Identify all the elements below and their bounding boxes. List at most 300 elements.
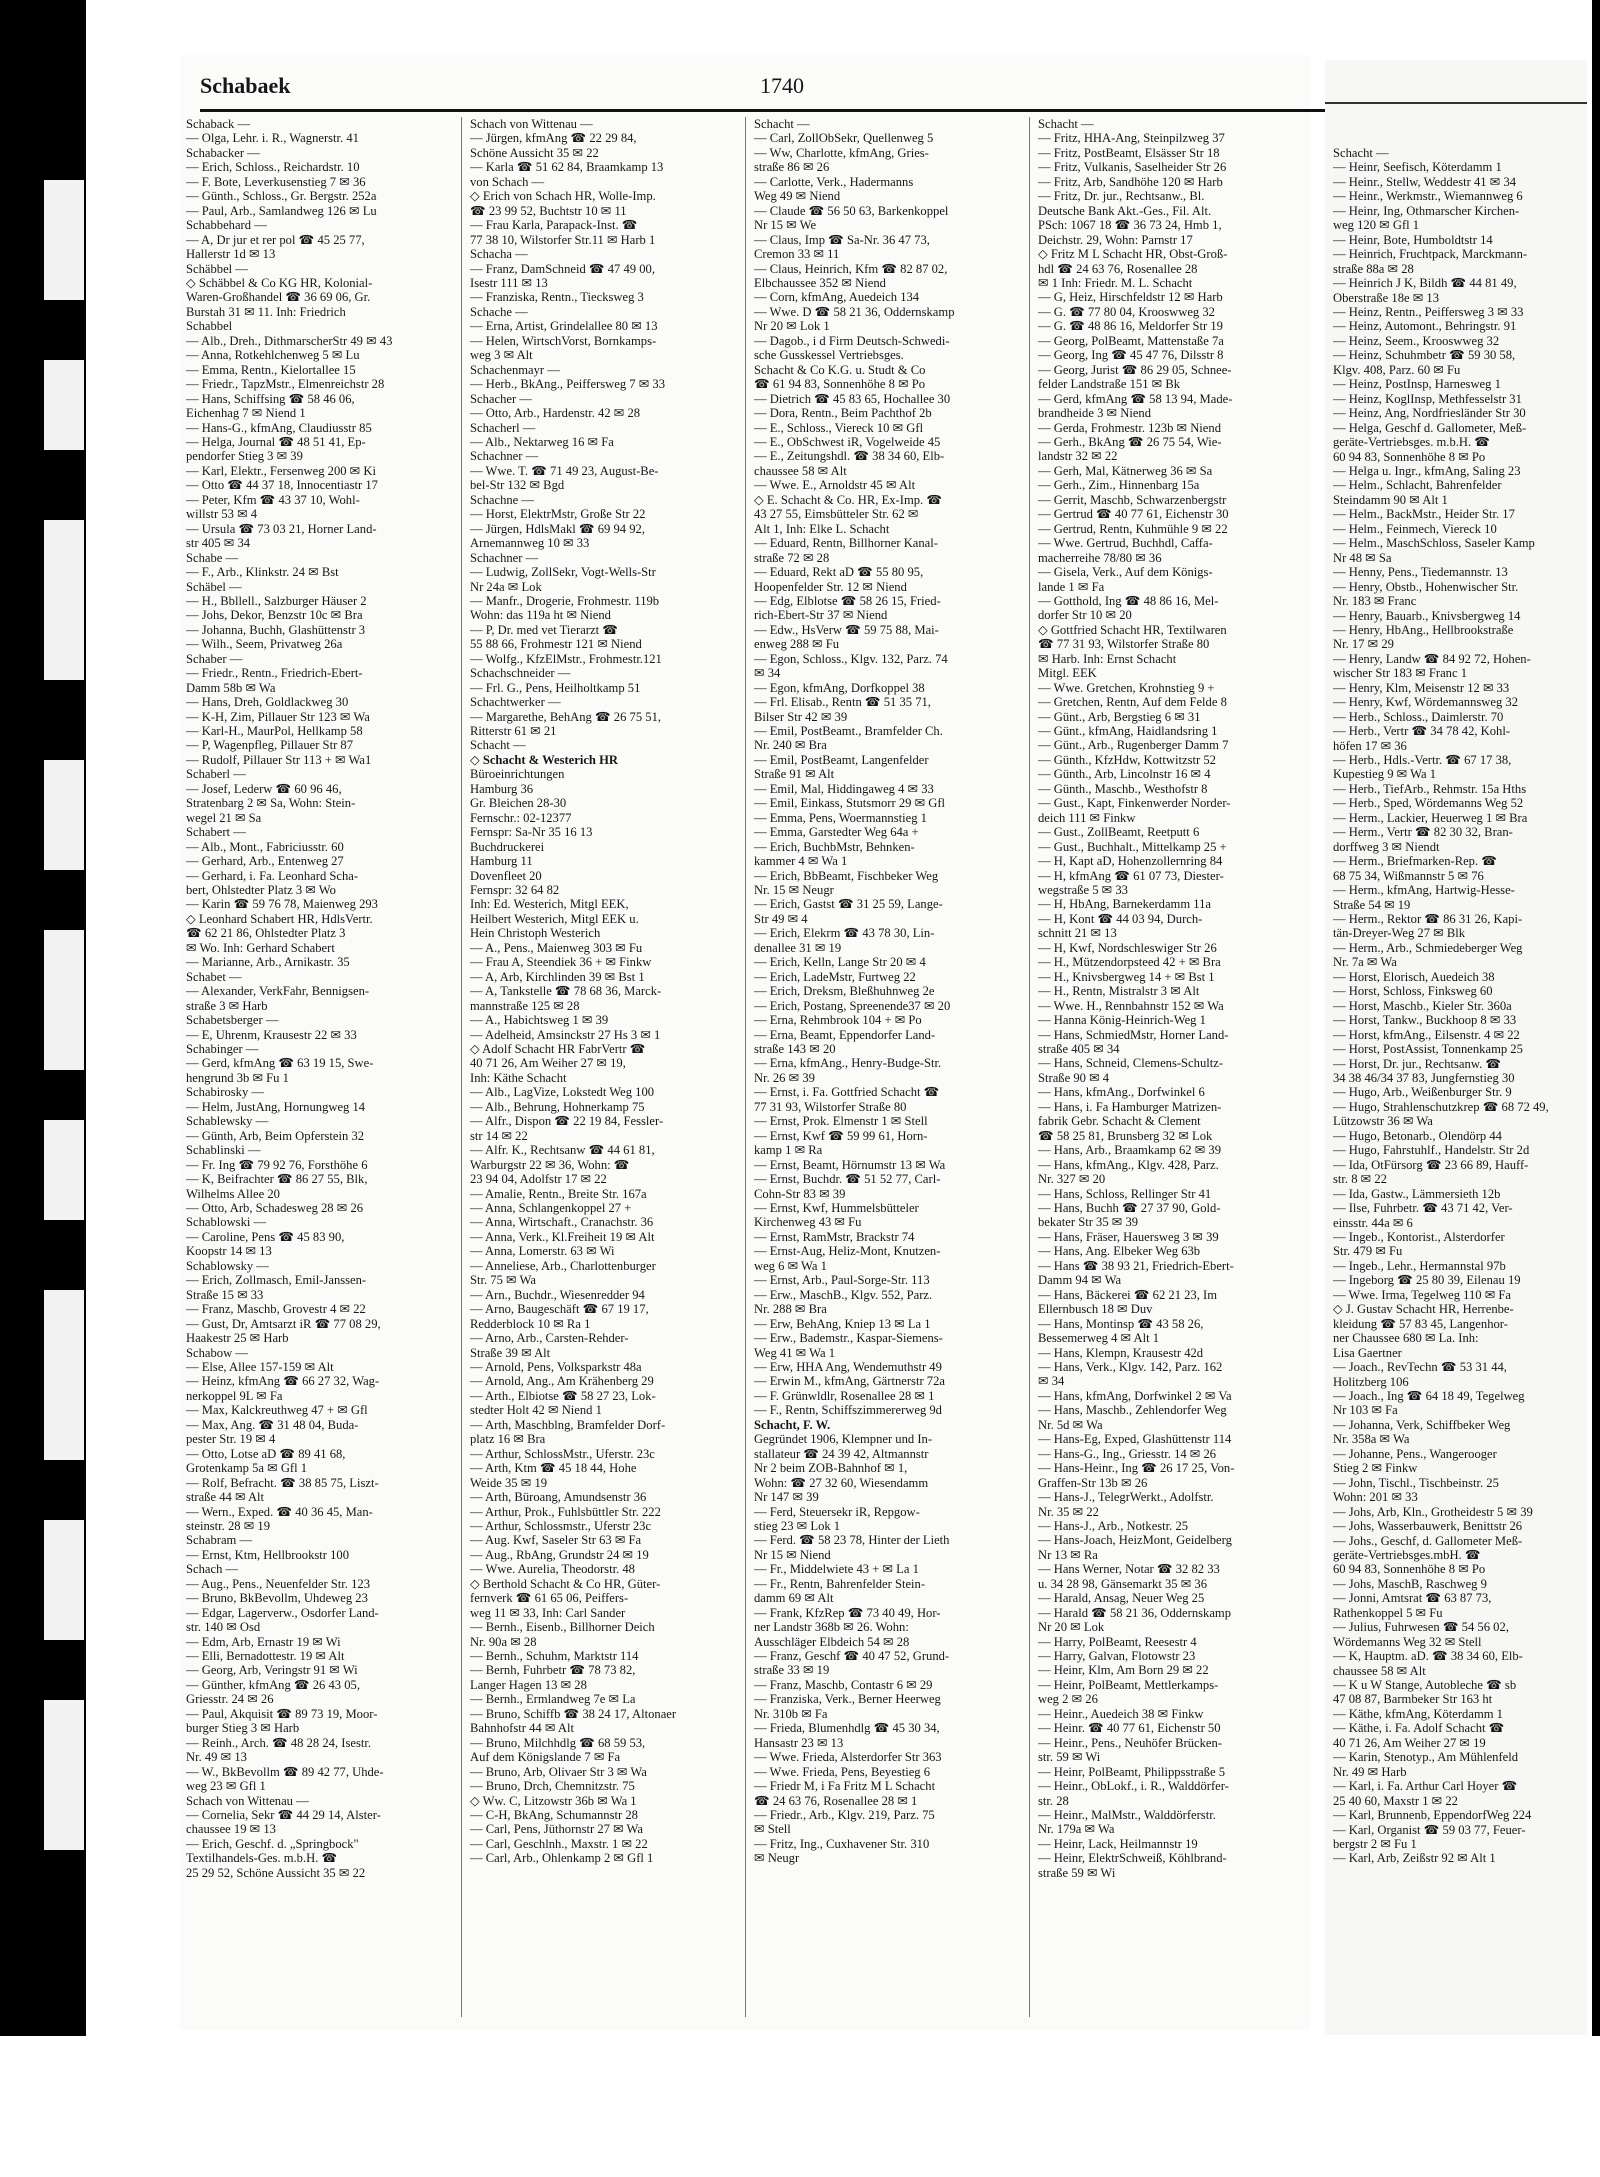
directory-entry-line: — H, kfmAng ☎ 61 07 73, Diester- [1038,868,1224,883]
directory-entry-line: — Hans, Ang. Elbeker Weg 63b [1038,1244,1201,1259]
directory-entry-line: steinstr. 28 ✉ 19 [186,1518,271,1533]
directory-entry-line: Waren-Großhandel ☎ 36 69 06, Gr. [186,290,371,305]
directory-entry-line: pester Str. 19 ✉ 4 [186,1432,276,1447]
directory-entry-line: — Peter, Kfm ☎ 43 37 10, Wohl- [186,492,360,507]
directory-entry-line: Cremon 33 ✉ 11 [754,247,840,262]
directory-entry-line: — Frau A, Steendiek 36 + ✉ Finkw [470,955,652,970]
directory-entry-line: stedter Holt 42 ✉ Niend 1 [470,1403,602,1418]
directory-entry-line: — Anneliese, Arb., Charlottenburger [470,1258,656,1273]
directory-entry-line: Isestr 111 ✉ 13 [470,275,548,290]
directory-entry-line: — Carl, Arb., Ohlenkamp 2 ✉ Gfl 1 [470,1851,654,1866]
directory-entry-line: — Ernst-Aug, Heliz-Mont, Knutzen- [754,1244,941,1259]
directory-entry-line: — Wwe. E., Arnoldstr 45 ✉ Alt [754,478,916,493]
page-number: 1740 [760,73,804,98]
directory-entry-line: — Wern., Exped. ☎ 40 36 45, Man- [186,1504,373,1519]
directory-entry-line: 40 71 26, Am Weiher 27 ✉ 19 [1333,1735,1486,1750]
directory-entry-line: — Heinr, Klm, Am Born 29 ✉ 22 [1038,1663,1209,1678]
directory-entry-line: Schacht — [1038,117,1094,131]
directory-entry-line: — K, Hauptm. aD. ☎ 38 34 60, Elb- [1333,1649,1523,1664]
directory-entry-line: stallateur ☎ 24 39 42, Altmannstr [754,1446,929,1461]
directory-entry-line: — Karl-H., MaurPol, Hellkamp 58 [186,724,363,739]
directory-entry-line: Fernspr: 32 64 82 [470,883,560,898]
directory-entry-line: — Ludwig, ZollSekr, Vogt-Wells-Str [470,565,656,580]
directory-entry-line: Elbchaussee 352 ✉ Niend [754,275,886,290]
directory-entry-line: — Alb., Mont., Fabriciusstr. 60 [186,839,344,854]
directory-entry-line: bert, Ohlstedter Platz 3 ✉ Wo [186,883,336,898]
directory-entry-line: — Wwe. Aurelia, Theodorstr. 48 [470,1562,635,1577]
directory-entry-line: — Egon, kfmAng, Dorfkoppel 38 [754,680,925,695]
directory-entry-line: — Franz, Maschb, Grovestr 4 ✉ 22 [186,1302,366,1317]
directory-entry-line: Schäbbel — [186,261,248,276]
directory-entry-line: — Herb., Sped, Wördemanns Weg 52 [1333,796,1524,811]
directory-entry-line: hengrund 3b ✉ Fu 1 [186,1070,289,1085]
directory-entry-line: Straße 90 ✉ 4 [1038,1070,1110,1085]
directory-entry-line: Wilhelms Allee 20 [186,1186,280,1201]
directory-entry-line: — Heinr., Auedeich 38 ✉ Finkw [1038,1706,1204,1721]
directory-entry-line: Hansastr 23 ✉ 13 [754,1735,844,1750]
directory-entry-line: — Heinr, ElektrSchweiß, Köhlbrand- [1038,1851,1227,1866]
directory-entry-line: Schacht & Co K.G. u. Studt & Co [754,362,926,377]
directory-entry-line: — Gust, Dr, Amtsarzt iR ☎ 77 08 29, [186,1316,381,1331]
directory-entry-line: — Ingeb., Kontorist., Alsterdorfer [1333,1229,1505,1244]
directory-entry-line: — Gisela, Verk., Auf dem Königs- [1038,565,1213,580]
directory-entry-line: — Emma, Rentn., Kielortallee 15 [186,362,356,377]
directory-entry-line: — Arno, Arb., Carsten-Rehder- [470,1331,629,1346]
directory-entry-line: — Gerhard, i. Fa. Leonhard Scha- [186,868,359,883]
directory-entry-line: — Gerhard, Arb., Entenweg 27 [186,854,344,869]
directory-entry-line: ner Landstr 368b ✉ 26. Wohn: [754,1620,909,1635]
directory-entry-line: — Frl. Elisab., Rentn ☎ 51 35 71, [754,695,931,710]
directory-entry-line: Str. 75 ✉ Wa [470,1273,536,1288]
directory-entry-line: — Arthur, SchlossMstr., Uferstr. 23c [470,1446,655,1461]
directory-entry-line: Nr 103 ✉ Fa [1333,1403,1398,1418]
directory-entry-line: — Bruno, Arb, Olivaer Str 3 ✉ Wa [470,1764,647,1779]
directory-entry-line: — Jürgen, kfmAng ☎ 22 29 84, [470,131,637,146]
directory-entry-line: — Egon, Schloss., Klgv. 132, Parz. 74 [754,651,948,666]
directory-entry-line: Nr. 358a ✉ Wa [1333,1432,1410,1447]
directory-entry-line: — Erw., Bademstr., Kaspar-Siemens- [754,1331,943,1346]
directory-entry-line: — Arth., Elbiotse ☎ 58 27 23, Lok- [470,1388,656,1403]
directory-entry-line: Straße 39 ✉ Alt [470,1345,551,1360]
directory-entry-line: — Aug., Pens., Neuenfelder Str. 123 [186,1576,370,1591]
directory-entry-line: — Gust., Buchhalt., Mittelkamp 25 + [1038,839,1227,854]
directory-entry-line: — Wwe. T. ☎ 71 49 23, August-Be- [470,463,659,478]
directory-entry-line: Rathenkoppel 5 ✉ Fu [1333,1605,1443,1620]
directory-entry-line: — Heinrich, Fruchtpack, Marckmann- [1333,247,1528,262]
directory-entry-line: Schacherl — [470,420,536,435]
directory-entry-line: straße 33 ✉ 19 [754,1663,830,1678]
directory-entry-line: — Alfr. K., Rechtsanw ☎ 44 61 81, [470,1143,655,1158]
directory-entry-line: ☎ 61 94 83, Sonnenhöhe 8 ✉ Po [754,377,926,392]
directory-entry-line: denallee 31 ✉ 19 [754,940,842,955]
directory-entry-line: Holitzberg 106 [1333,1374,1409,1389]
directory-entry-line: — Joach., RevTechn ☎ 53 31 44, [1333,1360,1507,1375]
directory-entry-line: — Franz, Maschb, Contastr 6 ✉ 29 [754,1677,933,1692]
directory-entry-line: — Ilse, Fuhrbetr. ☎ 43 71 42, Ver- [1333,1201,1513,1216]
directory-entry-line: — Bernh, Fuhrbetr ☎ 78 73 82, [470,1663,636,1678]
directory-entry-line: wegstraße 5 ✉ 33 [1038,883,1128,898]
directory-entry-line: — Reinh., Arch. ☎ 48 28 24, Isestr. [186,1735,371,1750]
directory-entry-line: — Herb., TiefArb., Rehmstr. 15a Hths [1333,781,1527,796]
directory-entry-line: — Fritz, HHA-Ang, Steinpilzweg 37 [1038,131,1225,146]
directory-entry-line: — Hans, Verk., Klgv. 142, Parz. 162 [1038,1359,1223,1374]
directory-entry-line: — Arno, Baugeschäft ☎ 67 19 17, [470,1302,649,1317]
directory-entry-line: — Hans, Maschb., Zehlendorfer Weg [1038,1403,1227,1418]
directory-entry-line: Straße 54 ✉ 19 [1333,897,1411,912]
directory-entry-line: ◇ Erich von Schach HR, Wolle-Imp. [470,189,656,204]
directory-entry-line: — Heinr, Ing, Othmarscher Kirchen- [1333,203,1520,218]
directory-entry-line: Wohn: ☎ 27 32 60, Wiesendamm [754,1475,929,1490]
directory-entry-line: — Hans-Joach, HeizMont, Geidelberg [1038,1533,1232,1548]
directory-entry-line: ◇ E. Schacht & Co. HR, Ex-Imp. ☎ [754,492,943,507]
directory-entry-line: Schabbel [186,319,233,334]
directory-entry-line: Schabbehard — [186,218,267,233]
directory-entry-line: — Ernst, Beamt, Hörnumstr 13 ✉ Wa [754,1157,946,1172]
directory-entry-line: — Gertrud, Rentn, Kuhmühle 9 ✉ 22 [1038,521,1228,536]
directory-entry-line: — Heinr, PolBeamt, Mettlerkamps- [1038,1677,1219,1692]
directory-entry-line: Nr. 5d ✉ Wa [1038,1417,1103,1432]
directory-entry-line: — Franz, DamSchneid ☎ 47 49 00, [470,261,655,276]
directory-entry-line: Nr 15 ✉ We [754,218,817,233]
directory-entry-line: — Herm., Vertr ☎ 82 30 32, Bran- [1333,825,1513,840]
directory-entry-line: — Erich, Elekrm ☎ 43 78 30, Lin- [754,926,935,941]
directory-entry-line: — F. Bote, Leverkusenstieg 7 ✉ 36 [186,174,366,189]
directory-entry-line: str. 28 [1038,1793,1069,1808]
directory-entry-line: — Hans, Montinsp ☎ 43 58 26, [1038,1316,1204,1331]
directory-entry-line: — H, Kont ☎ 44 03 94, Durch- [1038,911,1203,926]
directory-entry-line: Ritterstr 61 ✉ 21 [470,724,557,739]
directory-entry-line: — Wwe. Frieda, Pens, Beyestieg 6 [754,1764,931,1779]
directory-entry-line: pendorfer Stieg 3 ✉ 39 [186,449,303,464]
directory-entry-line: — Helm., Schlacht, Bahrenfelder [1333,478,1502,493]
directory-entry-line: geräte-Vertriebsges.mbH. ☎ [1333,1547,1481,1562]
directory-entry-line: Damm 58b ✉ Wa [186,680,276,695]
directory-entry-line: — Ida, OtFürsorg ☎ 23 66 89, Hauff- [1333,1157,1529,1172]
directory-entry-line: bekater Str 35 ✉ 39 [1038,1215,1139,1230]
directory-entry-line: ✉ Stell [754,1822,791,1837]
directory-entry-line: — Fr., Rentn, Bahrenfelder Stein- [754,1576,926,1591]
directory-entry-line: Nr 20 ✉ Lok [1038,1620,1105,1635]
directory-entry-line: u. 34 28 98, Gänsemarkt 35 ✉ 36 [1038,1576,1208,1591]
directory-entry-line: Schablowski — [186,1215,267,1230]
directory-entry-line: — Manfr., Drogerie, Frohmestr. 119b [470,593,660,608]
directory-entry-line: straße 72 ✉ 28 [754,550,830,565]
directory-entry-line: — Wwe. Gertrud, Buchhdl, Caffa- [1038,536,1213,551]
directory-entry-line: Nr 13 ✉ Ra [1038,1547,1098,1562]
directory-entry-line: — Arthur, Schlossmstr., Uferstr 23c [470,1518,652,1533]
directory-entry-line: — Henry, HbAng., Hellbrookstraße [1333,622,1514,637]
directory-entry-line: — Gerd, kfmAng ☎ 58 13 94, Made- [1038,391,1233,406]
directory-entry-line: — Wwe. H., Rennbahnstr 152 ✉ Wa [1038,998,1224,1013]
directory-entry-line: — Arth, Büroang, Amundsenstr 36 [470,1490,647,1505]
directory-entry-line: Grotenkamp 5a ✉ Gfl 1 [186,1461,308,1476]
directory-entry-line: nerkoppel 9L ✉ Fa [186,1388,283,1403]
directory-entry-line: straße 59 ✉ Wi [1038,1865,1116,1880]
header-rule [200,109,1325,112]
directory-entry-line: — F., Arb., Klinkstr. 24 ✉ Bst [186,565,339,580]
directory-entry-line: — Horst, PostAssist, Tonnenkamp 25 [1333,1042,1523,1057]
directory-entry-line: — Max, Kalckreuthweg 47 + ✉ Gfl [186,1403,368,1418]
directory-entry-line: Weg 49 ✉ Niend [754,189,841,204]
directory-entry-line: — Arnold, Ang., Am Krähenberg 29 [470,1374,654,1389]
directory-entry-line: — Herb., Schloss., Daimlerstr. 70 [1333,709,1504,724]
column-divider [1029,117,1030,2017]
directory-entry-line: Nr. 179a ✉ Wa [1038,1822,1115,1837]
directory-entry-line: Nr 2 beim ZOB-Bahnhof ✉ 1, [754,1461,908,1476]
directory-entry-line: — Horst, Schloss, Finksweg 60 [1333,984,1493,999]
directory-entry-line: — Horst, Dr. jur., Rechtsanw. ☎ [1333,1056,1502,1071]
directory-entry-line: — Alb., Nektarweg 16 ✉ Fa [470,434,614,449]
directory-entry-line: — Karl, Elektr., Fersenweg 200 ✉ Ki [186,463,376,478]
directory-entry-line: — John, Tischl., Tischbeinstr. 25 [1333,1475,1499,1490]
directory-entry-line: — Frank, KfzRep ☎ 73 40 49, Hor- [754,1605,941,1620]
directory-entry-line: Koopstr 14 ✉ 13 [186,1244,272,1259]
directory-entry-line: — Claus, Heinrich, Kfm ☎ 82 87 02, [754,261,948,276]
directory-entry-line: — Friedr M, i Fa Fritz M L Schacht [754,1779,936,1794]
directory-entry-line: — K-H, Zim, Pillauer Str 123 ✉ Wa [186,709,370,724]
directory-entry-line: — Helm., BackMstr., Heider Str. 17 [1333,507,1515,522]
directory-entry-line: Klgv. 408, Parz. 60 ✉ Fu [1333,362,1461,377]
directory-entry-line: — Hans, Fräser, Hauersweg 3 ✉ 39 [1038,1229,1219,1244]
adjacent-header-rule [1325,102,1587,104]
directory-entry-line: ☎ 58 25 81, Brunsberg 32 ✉ Lok [1038,1128,1213,1143]
directory-entry-line: ◇ Ww. C, Litzowstr 36b ✉ Wa 1 [470,1793,637,1808]
directory-entry-line: — Wwe. Gretchen, Krohnstieg 9 + [1038,680,1215,695]
directory-entry-line: ✉ 34 [1038,1374,1065,1389]
directory-entry-line: geräte-Vertriebsges. m.b.H. ☎ [1333,435,1490,450]
directory-entry-line: — Heinz, Schuhmbetr ☎ 59 30 58, [1333,348,1516,363]
directory-entry-line: — Heinr., ObLokf., i. R., Walddörfer- [1038,1779,1229,1794]
directory-entry-line: — Bernh., Ermlandweg 7e ✉ La [470,1692,636,1707]
column-divider [461,117,462,2017]
directory-entry-line: Mitgl. EEK [1038,666,1097,681]
directory-entry-line: Nr. 17 ✉ 29 [1333,637,1394,652]
directory-entry-line: Schabinger — [186,1042,259,1056]
directory-entry-line: — Carl, ZollObSekr, Quellenweg 5 [754,131,934,146]
directory-entry-line: Kupestieg 9 ✉ Wa 1 [1333,767,1437,782]
directory-entry-line: straße 3 ✉ Harb [186,998,268,1013]
directory-entry-line: — Georg, Arb, Veringstr 91 ✉ Wi [186,1663,358,1678]
directory-entry-line: — Erw, HHA Ang, Wendemuthstr 49 [754,1359,942,1374]
directory-entry-line: — Johs., Geschf, d. Gallometer Meß- [1333,1533,1523,1548]
directory-entry-line: — Horst, ElektrMstr, Große Str 22 [470,507,646,522]
directory-entry-line: — Heinr., Pens., Neuhöfer Brücken- [1038,1735,1222,1750]
directory-entry-line: — Georg, Jurist ☎ 86 29 05, Schnee- [1038,362,1232,377]
directory-entry-line: Inh: Ed. Westerich, Mitgl EEK, [470,897,629,912]
directory-entry-line: — Hugo, Strahlenschutzkrep ☎ 68 72 49, [1333,1099,1549,1114]
directory-entry-line: — Herm., Rektor ☎ 86 31 26, Kapi- [1333,912,1523,927]
directory-entry-line: 77 31 93, Wilstorfer Straße 80 [754,1099,907,1114]
directory-entry-line: Schaberl — [186,767,246,782]
directory-entry-line: — Amalie, Rentn., Breite Str. 167a [470,1186,647,1201]
directory-entry-line: — A., Pens., Maienweg 303 ✉ Fu [470,940,643,955]
directory-entry-line: — Ernst, RamMstr, Brackstr 74 [754,1229,915,1244]
directory-entry-line: — Bernh., Schuhm, Marktstr 114 [470,1649,639,1664]
directory-entry-line: — Corn, kfmAng, Auedeich 134 [754,290,920,305]
directory-entry-line: ✉ 1 Inh: Friedr. M. L. Schacht [1038,275,1193,290]
directory-entry-line: ◇ Schacht & Westerich HR [470,752,618,767]
directory-entry-line: — E, Uhrenm, Krausestr 22 ✉ 33 [186,1027,357,1042]
directory-entry-line: — Herb., BkAng., Peiffersweg 7 ✉ 33 [470,377,666,392]
directory-entry-line: — Günt., kfmAng, Haidlandsring 1 [1038,724,1218,739]
directory-entry-line: deich 111 ✉ Finkw [1038,810,1136,825]
directory-entry-line: ◇ Schäbbel & Co KG HR, Kolonial- [186,275,373,290]
directory-entry-line: Graffen-Str 13b ✉ 26 [1038,1475,1148,1490]
directory-entry-line: — Gotthold, Ing ☎ 48 86 16, Mel- [1038,593,1219,608]
directory-entry-line: — Alb., Dreh., DithmarscherStr 49 ✉ 43 [186,333,393,348]
directory-entry-line: — Hanna König-Heinrich-Weg 1 [1038,1013,1206,1028]
directory-entry-line: — Fritz, Ing., Cuxhavener Str. 310 [754,1836,930,1851]
directory-entry-line: weg 6 ✉ Wa 1 [754,1258,827,1273]
directory-entry-line: — Hans, Dreh, Goldlackweg 30 [186,695,349,710]
directory-entry-line: — Olga, Lehr. i. R., Wagnerstr. 41 [186,131,359,146]
directory-entry-line: Schachner — [470,449,539,464]
directory-entry-line: ☎ 24 63 76, Rosenallee 28 ✉ 1 [754,1793,918,1808]
directory-entry-line: — Fr., Middelwiete 43 + ✉ La 1 [754,1562,919,1577]
directory-entry-line: — Josef, Lederw ☎ 60 96 46, [186,781,342,796]
directory-entry-line: Buchdruckerei [470,839,545,854]
directory-entry-line: Nr. 35 ✉ 22 [1038,1504,1099,1519]
directory-entry-line: ◇ Fritz M L Schacht HR, Obst-Groß- [1038,247,1228,262]
directory-entry-line: Schacha — [470,247,528,262]
directory-entry-line: Straße 15 ✉ 33 [186,1287,264,1302]
directory-entry-line: — Wwe. Irma, Tegelweg 110 ✉ Fa [1333,1287,1512,1302]
directory-entry-line: Büroeinrichtungen [470,767,565,782]
directory-entry-line: — Erich, Postang, Spreenende37 ✉ 20 [754,998,951,1013]
directory-entry-line: wegel 21 ✉ Sa [186,810,262,825]
directory-entry-line: macherreihe 78/80 ✉ 36 [1038,550,1162,565]
directory-entry-line: — Hugo, Arb., Weißenburger Str. 9 [1333,1085,1512,1100]
directory-entry-line: straße 405 ✉ 34 [1038,1042,1120,1056]
directory-entry-line: Kirchenweg 43 ✉ Fu [754,1215,862,1230]
directory-entry-line: — Carlotte, Verk., Hadermanns [754,174,914,189]
directory-entry-line: — Erich, Kelln, Lange Str 20 ✉ 4 [754,955,926,970]
directory-entry-line: — Hans-G., kfmAng, Claudiusstr 85 [186,420,372,435]
directory-entry-line: 23 94 04, Adolfstr 17 ✉ 22 [470,1172,607,1187]
directory-entry-line: — Heinr, Bote, Humboldtstr 14 [1333,232,1493,247]
directory-entry-line: Schaback — [186,117,250,131]
directory-column-1 [186,117,454,2017]
directory-entry-line: — Dagob., i d Firm Deutsch-Schwedi- [754,333,950,348]
directory-entry-line: — Heinz, Rentn., Peiffersweg 3 ✉ 33 [1333,304,1524,319]
directory-entry-line: Straße 91 ✉ Alt [754,767,835,782]
directory-entry-line: bergstr 2 ✉ Fu 1 [1333,1837,1417,1852]
directory-entry-line: — Johanne, Pens., Wangerooger [1333,1446,1497,1461]
directory-entry-line: — Erw., MaschB., Klgv. 552, Parz. [754,1287,933,1302]
directory-entry-line: — Bernh., Eisenb., Billhorner Deich [470,1620,655,1635]
directory-entry-line: Stieg 2 ✉ Finkw [1333,1461,1418,1476]
directory-entry-line: — Erna, Rehmbrook 104 + ✉ Po [754,1013,922,1028]
directory-entry-line: — Hans Werner, Notar ☎ 32 82 33 [1038,1562,1220,1577]
directory-entry-line: — Günth., KfzHdw, Kottwitzstr 52 [1038,752,1216,767]
directory-entry-line: — Claus, Imp ☎ Sa-Nr. 36 47 73, [754,232,930,247]
directory-entry-line: — Hans, Schiffsing ☎ 58 46 06, [186,391,355,406]
directory-entry-line: Bahnhofstr 44 ✉ Alt [470,1721,574,1736]
directory-entry-line: — Franz, Geschf ☎ 40 47 52, Grund- [754,1649,950,1664]
directory-entry-line: Wördemanns Weg 32 ✉ Stell [1333,1634,1482,1649]
directory-entry-line: ◇ J. Gustav Schacht HR, Herrenbe- [1333,1302,1514,1317]
directory-entry-line: — Käthe, i. Fa. Adolf Schacht ☎ [1333,1721,1505,1736]
directory-entry-line: — Hans ☎ 38 93 21, Friedrich-Ebert- [1038,1258,1234,1273]
directory-entry-line: — Herm., Briefmarken-Rep. ☎ [1333,854,1497,869]
directory-entry-line: — Wilh., Seem, Privatweg 26a [186,637,343,652]
directory-entry-line: — Ida, Gastw., Lämmersieth 12b [1333,1186,1501,1201]
directory-entry-line: — Gretchen, Rentn, Auf dem Felde 8 [1038,695,1227,710]
directory-entry-line: — Hans, Bäckerei ☎ 62 21 23, Im [1038,1287,1218,1302]
directory-entry-line: — Hans, Klempn, Krausestr 42d [1038,1345,1204,1360]
directory-entry-line: weg 3 ✉ Alt [470,348,533,363]
directory-entry-line: ☎ 62 21 86, Ohlstedter Platz 3 [186,926,346,941]
directory-entry-line: Nr 147 ✉ 39 [754,1490,819,1505]
directory-entry-line: — Edg, Elblotse ☎ 58 26 15, Fried- [754,593,941,608]
directory-entry-line: — Herm., Arb., Schmiedeberger Weg [1333,940,1523,955]
directory-entry-line: — Ernst, Kwf ☎ 59 99 61, Horn- [754,1128,928,1143]
directory-entry-line: schnitt 21 ✉ 13 [1038,926,1117,941]
directory-entry-line: ☎ 23 99 52, Buchtstr 10 ✉ 11 [470,203,627,218]
directory-entry-line: Heilbert Westerich, Mitgl EEK u. [470,911,639,926]
directory-entry-line: — Erich, Zollmasch, Emil-Janssen- [186,1273,367,1288]
directory-entry-line: 25 29 52, Schöne Aussicht 35 ✉ 22 [186,1865,366,1880]
directory-entry-line: — Anna, Verk., Kl.Freiheit 19 ✉ Alt [470,1229,655,1244]
directory-entry-line: — Herb., Hdls.-Vertr. ☎ 67 17 38, [1333,753,1512,768]
directory-entry-line: — Karin, Stenotyp., Am Mühlenfeld [1333,1750,1519,1765]
directory-entry-line: — Otto, Arb., Hardenstr. 42 ✉ 28 [470,406,641,421]
directory-entry-line: — Emma, Garstedter Weg 64a + [754,825,919,840]
directory-entry-line: — Bruno, Drch, Chemnitzstr. 75 [470,1779,635,1794]
directory-entry-line: Alt 1, Inh: Elke L. Schacht [754,521,890,536]
directory-entry-line: — Heinr, Lack, Heilmannstr 19 [1038,1836,1198,1851]
directory-entry-line: 60 94 83, Sonnenhöhe 8 ✉ Po [1333,449,1486,464]
directory-entry-line: ◇ Gottfried Schacht HR, Textilwaren [1038,622,1227,637]
directory-entry-line: — Rudolf, Pillauer Str 113 + ✉ Wa1 [186,752,372,767]
directory-entry-line: — Heinrich J K, Bildh ☎ 44 81 49, [1333,276,1517,291]
scan-left-margin [0,0,86,2177]
directory-entry-line: — Otto, Arb, Schadesweg 28 ✉ 26 [186,1200,364,1215]
directory-entry-line: chaussee 58 ✉ Alt [754,463,847,478]
directory-entry-line: — Caroline, Pens ☎ 45 83 90, [186,1229,345,1244]
directory-entry-line: — Hans, Schneid, Clemens-Schultz- [1038,1056,1224,1071]
column-divider [745,117,746,2017]
directory-entry-line: — Günth., Arb, Lincolnstr 16 ✉ 4 [1038,767,1211,782]
directory-entry-line: Nr. 327 ✉ 20 [1038,1172,1106,1187]
directory-entry-line: — Ingeborg ☎ 25 80 39, Eilenau 19 [1333,1273,1521,1288]
directory-entry-line: Schachner — [470,550,539,565]
directory-entry-line: — Hans, Schloss, Rellinger Str 41 [1038,1186,1212,1201]
header-keyword: Schabaek [200,73,291,98]
directory-entry-line: fabrik Gebr. Schacht & Clement [1038,1114,1201,1129]
directory-entry-line: — Helga, Journal ☎ 48 51 41, Ep- [186,434,366,449]
directory-entry-line: str 14 ✉ 22 [470,1128,528,1143]
directory-entry-line: Schabirosky — [186,1085,265,1100]
directory-entry-line: — G. ☎ 48 86 16, Meldorfer Str 19 [1038,319,1223,334]
scan-bottom-margin [0,2036,1600,2177]
directory-entry-line: Hein Christoph Westerich [470,926,601,941]
directory-entry-line: — Emma, Pens, Woermannstieg 1 [754,810,927,825]
directory-entry-line: — Bruno, BkBevollm, Uhdeweg 23 [186,1591,368,1606]
directory-entry-line: Schacht — [470,738,526,753]
directory-entry-line: Auf dem Königslande 7 ✉ Fa [470,1750,621,1765]
directory-entry-line: — Horst, Maschb., Kieler Str. 360a [1333,998,1512,1013]
directory-entry-line: platz 16 ✉ Bra [470,1432,546,1447]
directory-entry-line: Nr 15 ✉ Niend [754,1547,831,1562]
directory-entry-line: dorfer Str 10 ✉ 20 [1038,608,1132,623]
directory-entry-line: einsstr. 44a ✉ 6 [1333,1215,1413,1230]
directory-entry-line: weg 11 ✉ 33, Inh: Carl Sander [470,1605,626,1620]
directory-entry-line: — Franziska, Verk., Berner Heerweg [754,1692,941,1707]
directory-entry-line: — H, Kwf, Nordschleswiger Str 26 [1038,940,1217,955]
directory-entry-line: Schachne — [470,492,534,507]
directory-entry-line: weg 2 ✉ 26 [1038,1692,1098,1707]
